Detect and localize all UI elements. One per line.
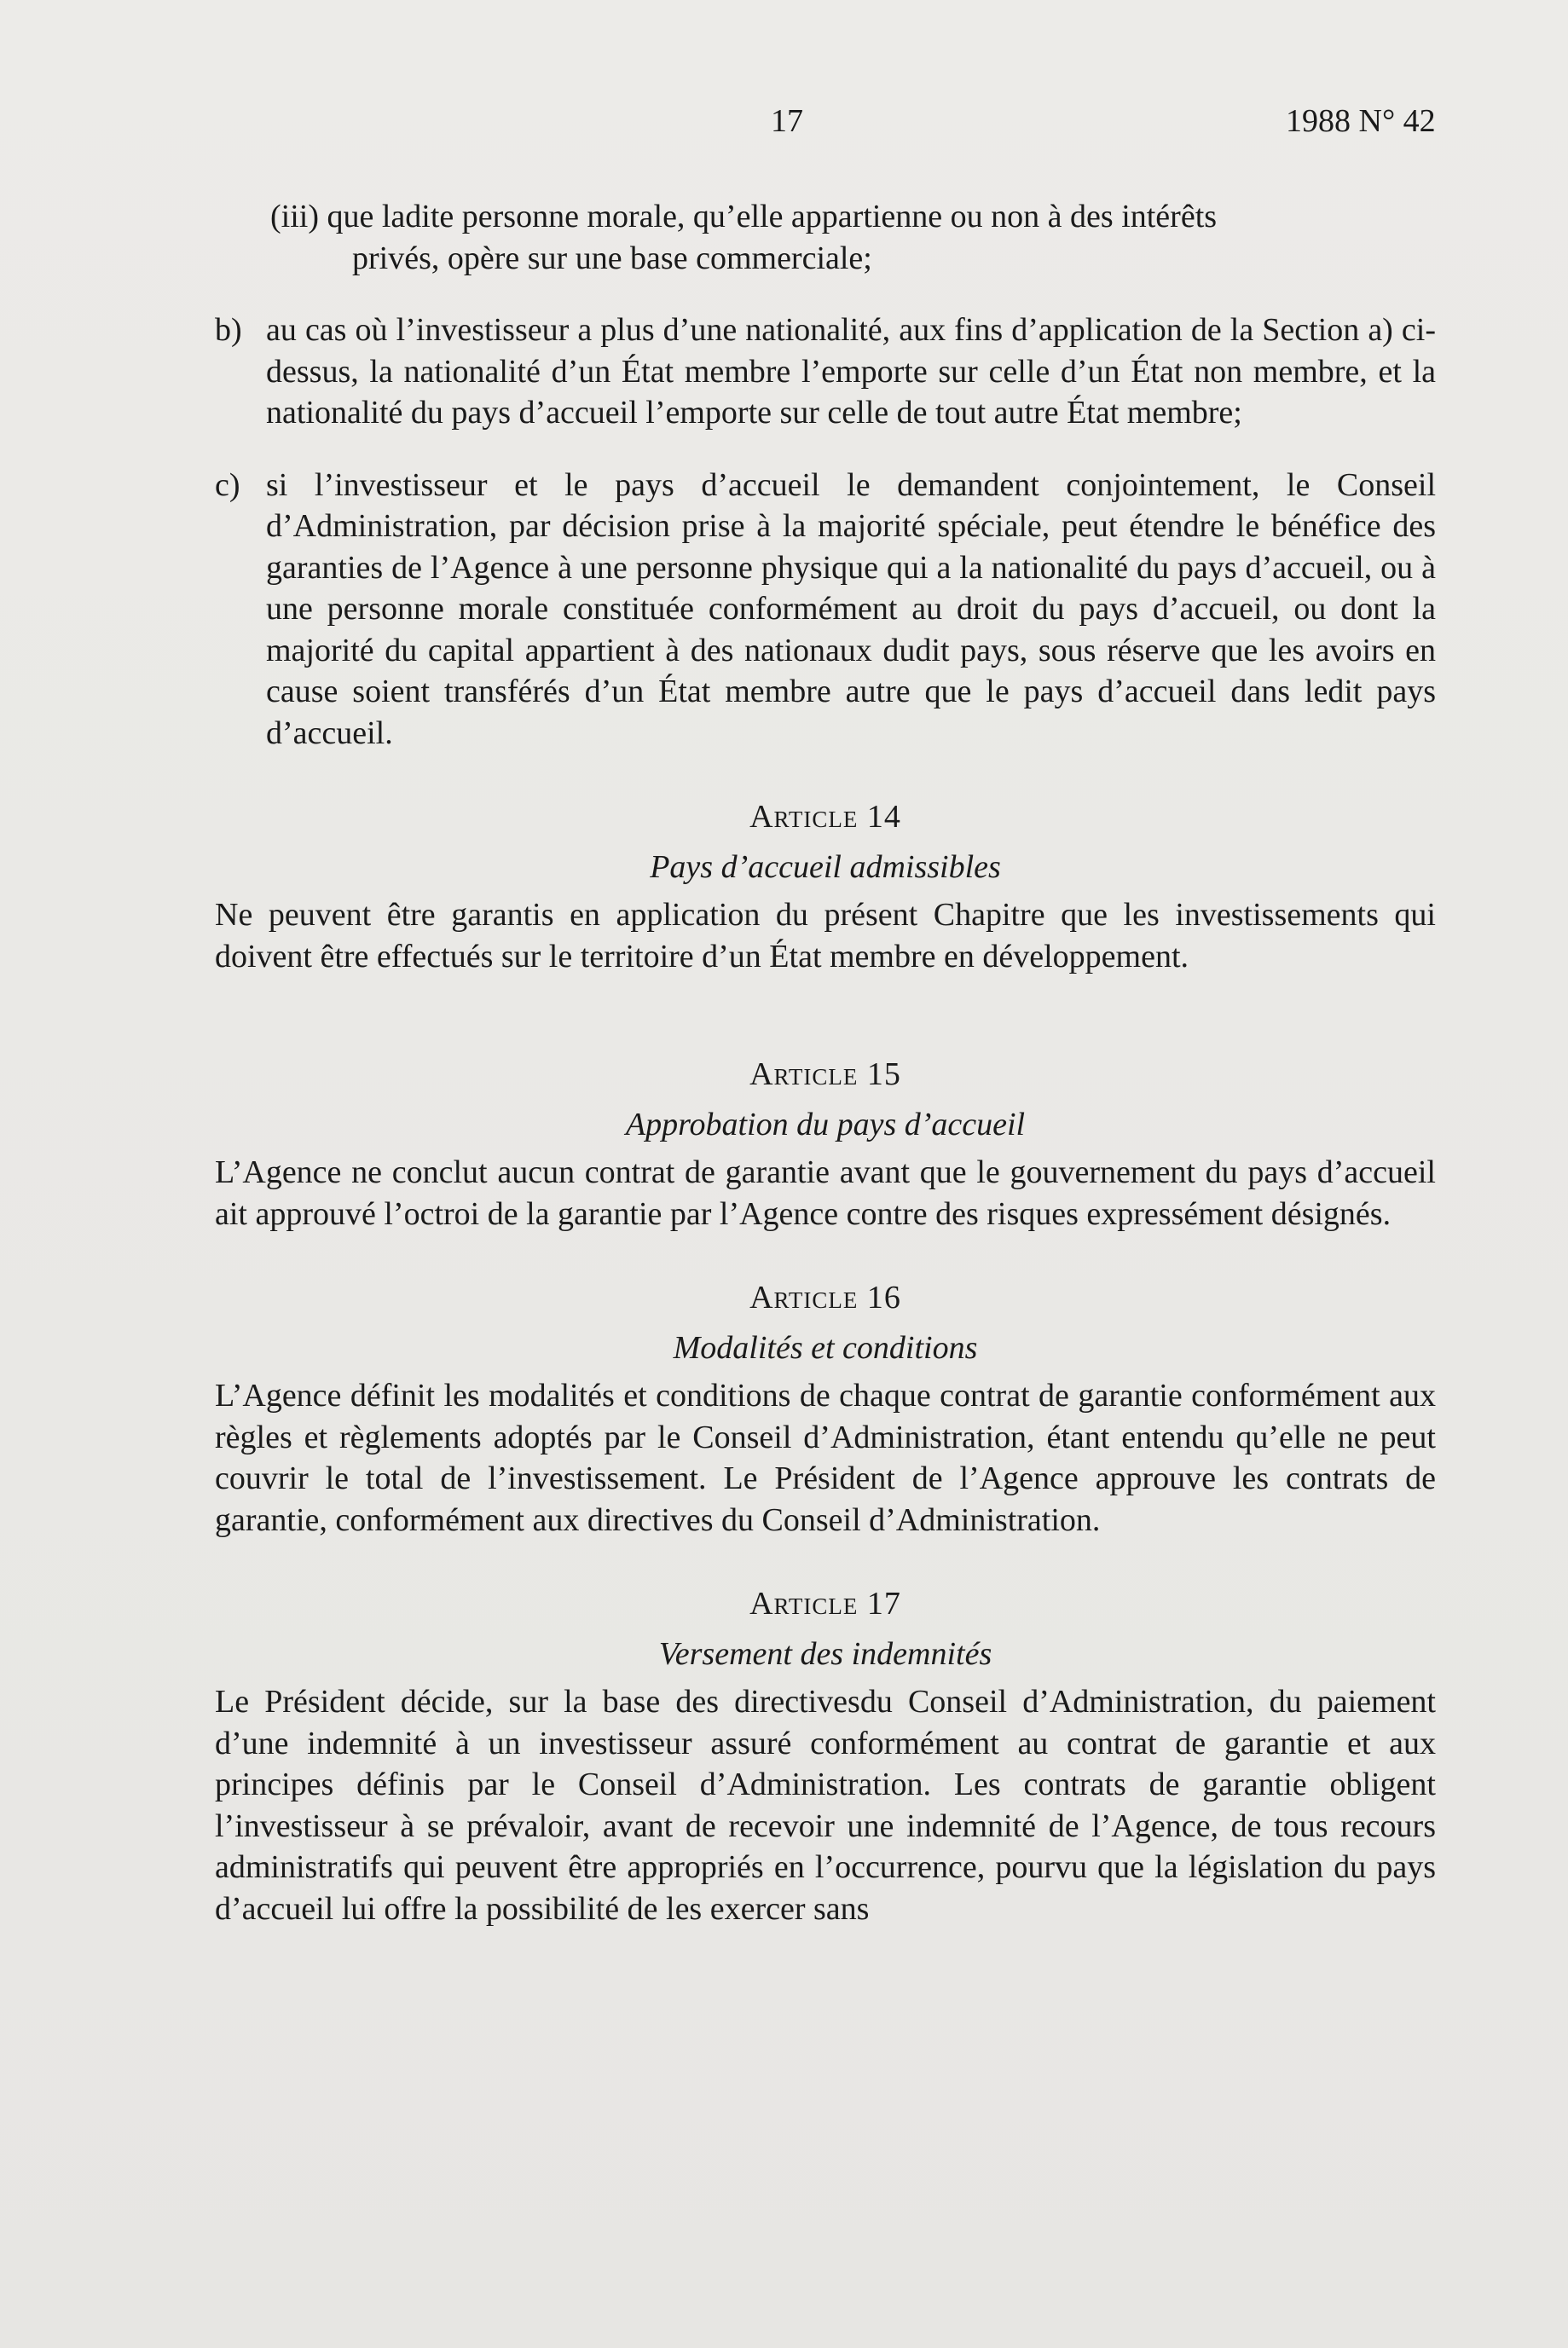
- list-item-iii: [215, 196, 1436, 279]
- item-label: (iii): [270, 199, 319, 234]
- journal-reference: 1988 N° 42: [1286, 103, 1436, 139]
- list-item-b: [215, 309, 1436, 434]
- item-text: si l’investisseur et le pays d’accueil le demandent conjointement, le Conseil d’Administration, par décision prise à la majorité spéciale, peut étendre le bénéfice des garanties de l’Agence à une personne physique qui a la nationalité du pays d’accueil, ou à une personne morale constituée conformément au droit du pays d’accueil, ou dont la majorité du capital appartient à des nationaux dudit pays, sous réserve que les avoirs en cause soient transférés d’un État membre autre que le pays d’accueil dans ledit pays d’accueil.: [266, 466, 1436, 751]
- article-title: Modalités et conditions: [673, 1329, 978, 1366]
- article-title: Approbation du pays d’accueil: [625, 1106, 1026, 1142]
- article-paragraph: Le Président décide, sur la base des directivesdu Conseil d’Administration, du paiement d’une indemnité à un investisseur assuré conformément au contrat de garantie et aux principes définis par le Conseil d’Administration. Les contrats de garantie obligent l’investisseur à se prévaloir, avant de recevoir une indemnité de l’Agence, de tous recours administratifs qui peuvent être appropriés en l’occurrence, pourvu que la législation du pays d’accueil lui offre la possibilité de les exercer sans: [215, 1684, 1436, 1927]
- article-heading: Article 16: [749, 1280, 901, 1316]
- article-paragraph: Ne peuvent être garantis en application du présent Chapitre que les investissements qui doivent être effectués sur le territoire d’un État membre en développement.: [215, 897, 1436, 974]
- page-header: [0, 102, 1568, 153]
- article-15: [215, 1054, 1436, 1235]
- item-label: c): [215, 466, 240, 503]
- article-14: [215, 796, 1436, 977]
- article-heading: Article 17: [749, 1586, 901, 1622]
- article-paragraph: L’Agence définit les modalités et conditions de chaque contrat de garantie conformément aux règles et règlements adoptés par le Conseil d’Administration, étant entendu qu’elle ne peut couvrir le total de l’investissement. Le Président de l’Agence approuve les contrats de garantie, conformément aux directives du Conseil d’Administration.: [215, 1378, 1436, 1538]
- article-16: [215, 1277, 1436, 1541]
- list-item-c: [215, 465, 1436, 755]
- article-paragraph: L’Agence ne conclut aucun contrat de garantie avant que le gouvernement du pays d’accueil ait approuvé l’octroi de la garantie par l’Agence contre des risques expressément désignés.: [215, 1154, 1436, 1232]
- page-number: 17: [771, 103, 803, 139]
- article-17: [215, 1583, 1436, 1929]
- article-title: Versement des indemnités: [658, 1635, 992, 1672]
- document-body: [215, 196, 1436, 1929]
- item-text: au cas où l’investisseur a plus d’une nationalité, aux fins d’application de la Section a) ci-dessus, la nationalité d’un État membre l’emporte sur celle d’un État non membre, et la nationalité du pays d’accueil l’emporte sur celle de tout autre État membre;: [266, 312, 1436, 431]
- item-label: b): [215, 312, 242, 348]
- item-text-line2: privés, opère sur une base commerciale;: [352, 240, 872, 276]
- article-heading: Article 14: [749, 799, 901, 835]
- article-title: Pays d’accueil admissibles: [650, 848, 1001, 885]
- article-heading: Article 15: [749, 1056, 901, 1092]
- item-text-line1: que ladite personne morale, qu’elle appartienne ou non à des intérêts: [327, 199, 1218, 234]
